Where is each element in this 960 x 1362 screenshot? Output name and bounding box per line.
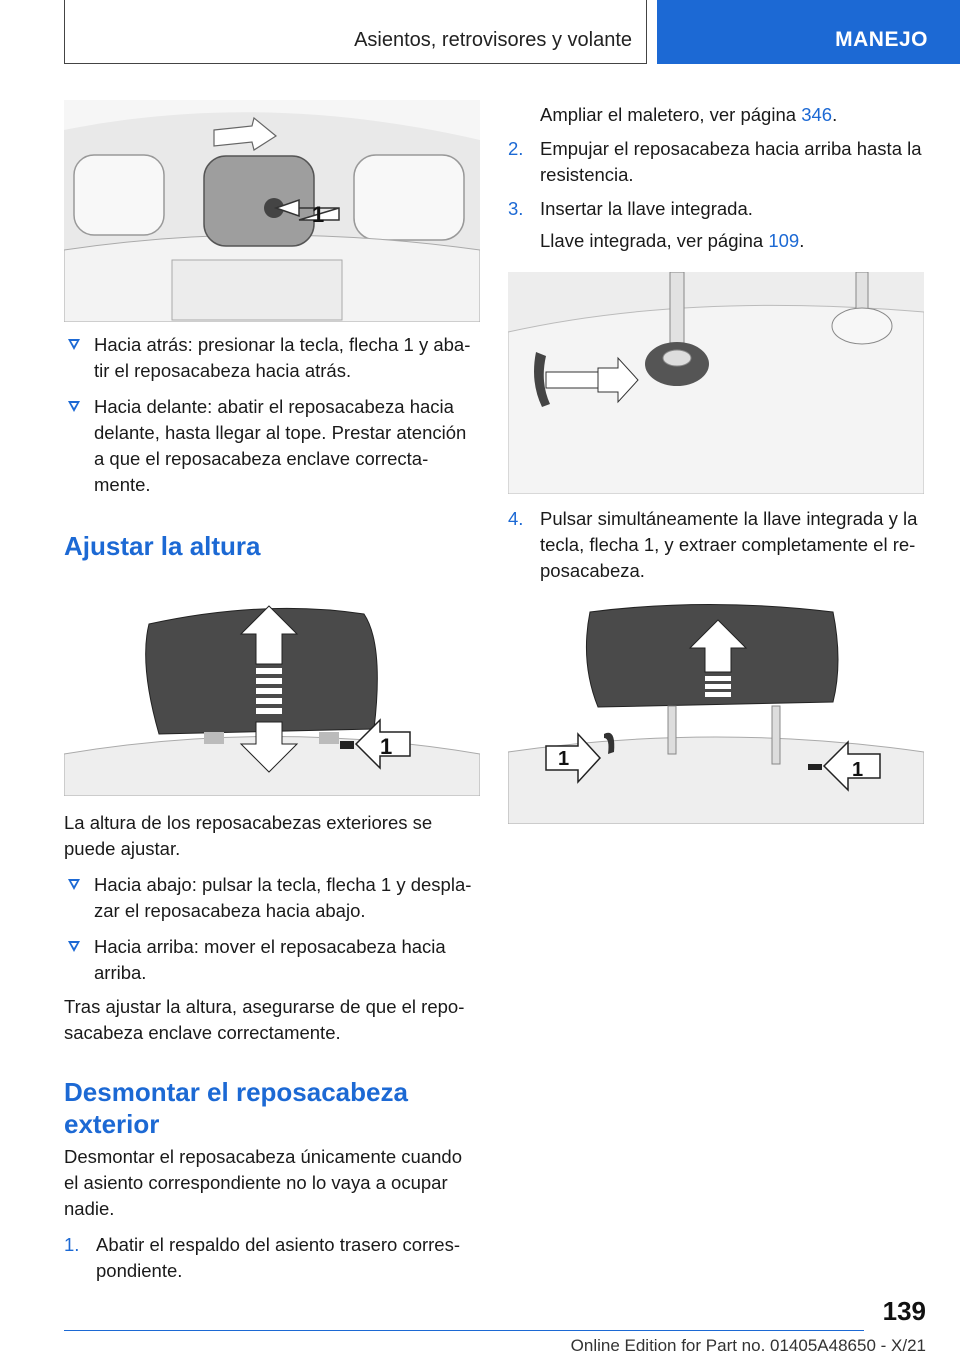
step-number: 1. [64, 1234, 80, 1255]
key-insertion-illustration [508, 272, 924, 494]
triangle-bullet-icon [68, 941, 80, 952]
step-3-reference: Llave integrada, ver página 109. [540, 230, 805, 251]
headrest-removal-illustration [508, 602, 924, 824]
page-reference-link[interactable]: 346 [801, 104, 833, 125]
right-column [508, 102, 924, 824]
height-bullet-list [64, 872, 480, 986]
height-intro-text: La altura de los reposacabezas exteriores se puede ajustar. [64, 812, 433, 859]
remove-intro-text: Desmontar el reposacabeza únicamente cuando el asiento correspondiente no lo vaya a ocupar nadie. [64, 1146, 462, 1219]
headrest-tilt-illustration [64, 100, 480, 322]
figure-label: 1 [852, 759, 864, 781]
step-number: 3. [508, 198, 524, 219]
section-title: Asientos, retrovisores y volante [64, 0, 647, 64]
heading-adjust-height: Ajustar la altura [64, 531, 261, 561]
figure-headrest-height [64, 604, 480, 796]
figure-key-insertion [508, 272, 924, 494]
heading-remove-headrest: Desmontar el reposacabeza exterior [64, 1077, 408, 1139]
height-note-text: Tras ajustar la altura, asegurarse de que el repo-sacabeza enclave correctamente. [64, 996, 465, 1043]
list-item: Hacia delante: abatir el reposacabeza hacia delante, hasta llegar al tope. Prestar atención a que el reposacabeza enclave correcta-mente. [64, 394, 480, 498]
page-number: 139 [882, 1296, 926, 1326]
figure-label: 1 [380, 734, 393, 759]
page-reference-link[interactable]: 109 [768, 230, 800, 251]
list-item: Hacia arriba: mover el reposacabeza hacia arriba. [64, 934, 480, 986]
step-3: 3. Insertar la llave integrada. [508, 196, 924, 222]
footer-divider [64, 1330, 864, 1331]
step-number: 4. [508, 508, 524, 529]
headrest-height-illustration [64, 604, 480, 796]
step-2: 2. Empujar el reposacabeza hacia arriba hasta la resistencia. [508, 138, 922, 185]
triangle-bullet-icon [68, 879, 80, 890]
figure-label: 1 [312, 202, 325, 227]
edition-footer: Online Edition for Part no. 01405A48650 - X/21 [570, 1336, 926, 1355]
list-item: Hacia atrás: presionar la tecla, flecha 1 y aba-tir el reposacabeza hacia atrás. [64, 332, 480, 384]
page-header [0, 0, 960, 68]
step-number: 2. [508, 138, 524, 159]
step-1-continuation: Ampliar el maletero, ver página 346. [540, 104, 838, 125]
tilt-bullet-list [64, 332, 480, 498]
figure-headrest-tilt [64, 100, 480, 322]
triangle-bullet-icon [68, 339, 80, 350]
triangle-bullet-icon [68, 401, 80, 412]
chapter-tab[interactable]: MANEJO [657, 0, 960, 64]
list-item: Hacia abajo: pulsar la tecla, flecha 1 y despla-zar el reposacabeza hacia abajo. [64, 872, 480, 924]
figure-headrest-removal [508, 602, 924, 824]
step-4: 4. Pulsar simultáneamente la llave integrada y la tecla, flecha 1, y extraer completamente el re-posacabeza. [508, 508, 918, 581]
step-1: 1. Abatir el respaldo del asiento trasero corres-pondiente. [64, 1234, 461, 1281]
figure-label: 1 [558, 748, 570, 770]
left-column [64, 100, 480, 1284]
